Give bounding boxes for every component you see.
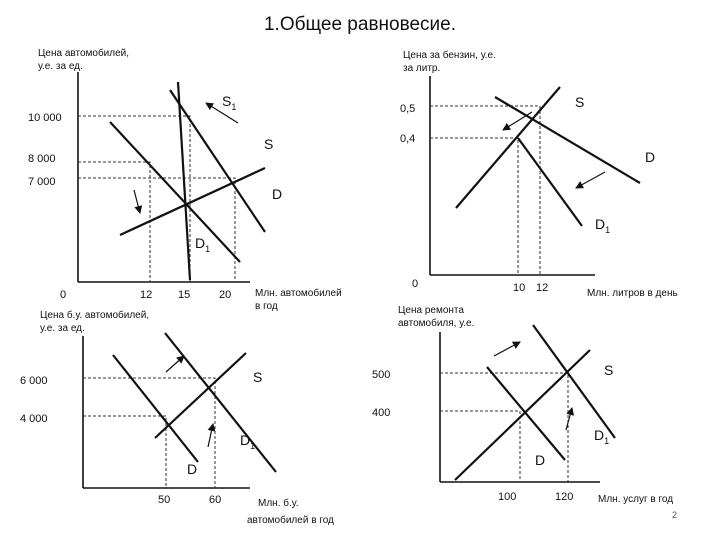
repair-label-d1: $D_1$	[594, 427, 610, 446]
gas-guide-0-5	[430, 106, 540, 275]
cars-xtick-12: 12	[140, 289, 153, 301]
used-guide-4000	[83, 416, 166, 488]
cars-label-s1: $S_1$	[222, 93, 237, 112]
repair-shift-arrow-up	[494, 342, 520, 356]
repair-ytick-400: 400	[372, 407, 391, 419]
cars-origin: 0	[60, 289, 67, 301]
repair-ytick-500: 500	[372, 369, 391, 381]
cars-supply-s1	[170, 90, 265, 232]
cars-ylabel-line-2: у.е. за ед.	[38, 61, 83, 72]
used-ylabel-line-2: у.е. за ед.	[40, 323, 85, 334]
cars-ytick-8000: 8 000	[28, 153, 56, 165]
gas-ytick-0-4: 0,4	[400, 133, 416, 145]
gas-label-s: S	[575, 94, 585, 110]
gas-xlabel-line-1: Млн. литров в день	[587, 288, 678, 299]
gas-label-d: D	[645, 149, 656, 165]
cars-shift-arrow-down	[134, 190, 140, 213]
used-xtick-60: 60	[209, 494, 222, 506]
repair-xtick-100: 100	[498, 491, 517, 503]
cars-xtick-15: 15	[178, 289, 191, 301]
repair-demand-d1	[533, 325, 615, 438]
cars-ylabel-line-1: Цена автомобилей,	[38, 48, 130, 59]
cars-ytick-10000: 10 000	[28, 112, 62, 124]
cars-label-d: D	[272, 186, 283, 202]
panel-car-repair	[372, 305, 673, 505]
used-ytick-4000: 4 000	[20, 413, 48, 425]
used-label-d1: $D_1$	[240, 432, 256, 451]
used-xtick-50: 50	[158, 494, 171, 506]
used-label-d: D	[187, 461, 198, 477]
used-label-s: S	[253, 369, 263, 385]
repair-ylabel-line-1: Цена ремонта	[398, 305, 464, 316]
gas-shift-arrow-down	[576, 172, 605, 188]
cars-label-s: S	[264, 136, 274, 152]
repair-xtick-120: 120	[555, 491, 574, 503]
used-ylabel-line-1: Цена б.у. автомобилей,	[40, 310, 150, 321]
panel-used-cars	[20, 309, 334, 526]
gas-label-d1: $D_1$	[595, 216, 611, 235]
gas-xtick-12: 12	[536, 282, 549, 294]
gas-origin: 0	[412, 278, 419, 290]
repair-xlabel-line-1: Млн. услуг в год	[598, 494, 674, 505]
cars-guide-10000	[78, 116, 190, 282]
used-xlabel-line-1: Млн. б.у.	[258, 498, 299, 509]
gas-demand-d	[495, 97, 640, 183]
repair-guide-400	[440, 411, 520, 482]
used-shift-arrow-right	[208, 424, 213, 447]
cars-ytick-7000: 7 000	[28, 176, 56, 188]
gas-shift-arrow-left	[503, 112, 532, 130]
panel-gasoline	[400, 49, 678, 299]
gas-guide-0-4	[430, 138, 518, 275]
gas-ylabel-line-1: Цена за бензин, у.е.	[403, 50, 496, 61]
used-ytick-6000: 6 000	[20, 375, 48, 387]
repair-label-d: D	[535, 452, 546, 468]
panel-cars	[28, 47, 342, 312]
cars-xtick-20: 20	[219, 289, 232, 301]
cars-supply-s	[110, 122, 240, 262]
cars-xlabel-line-2: в год	[255, 301, 278, 312]
cars-guide-8000	[78, 162, 150, 282]
repair-demand-d	[487, 367, 565, 460]
gas-xtick-10: 10	[513, 282, 526, 294]
gas-ytick-0-5: 0,5	[400, 103, 416, 115]
slide-title: 1.Общее равновесие.	[263, 14, 457, 35]
repair-ylabel-line-2: автомобиля, у.е.	[398, 318, 475, 329]
used-xlabel-line-2: автомобилей в год	[247, 515, 334, 526]
cars-xlabel-line-1: Млн. автомобилей	[255, 288, 342, 299]
gas-demand-d1	[518, 138, 582, 226]
repair-shift-arrow-right	[566, 408, 572, 430]
repair-label-s: S	[604, 362, 614, 378]
gas-ylabel-line-2: за литр.	[403, 63, 441, 74]
cars-demand-d	[120, 168, 265, 235]
used-demand-d1	[165, 333, 276, 472]
page-number: 2	[672, 510, 678, 520]
cars-label-d1: $D_1$	[195, 235, 211, 254]
used-shift-arrow-up	[166, 356, 184, 372]
